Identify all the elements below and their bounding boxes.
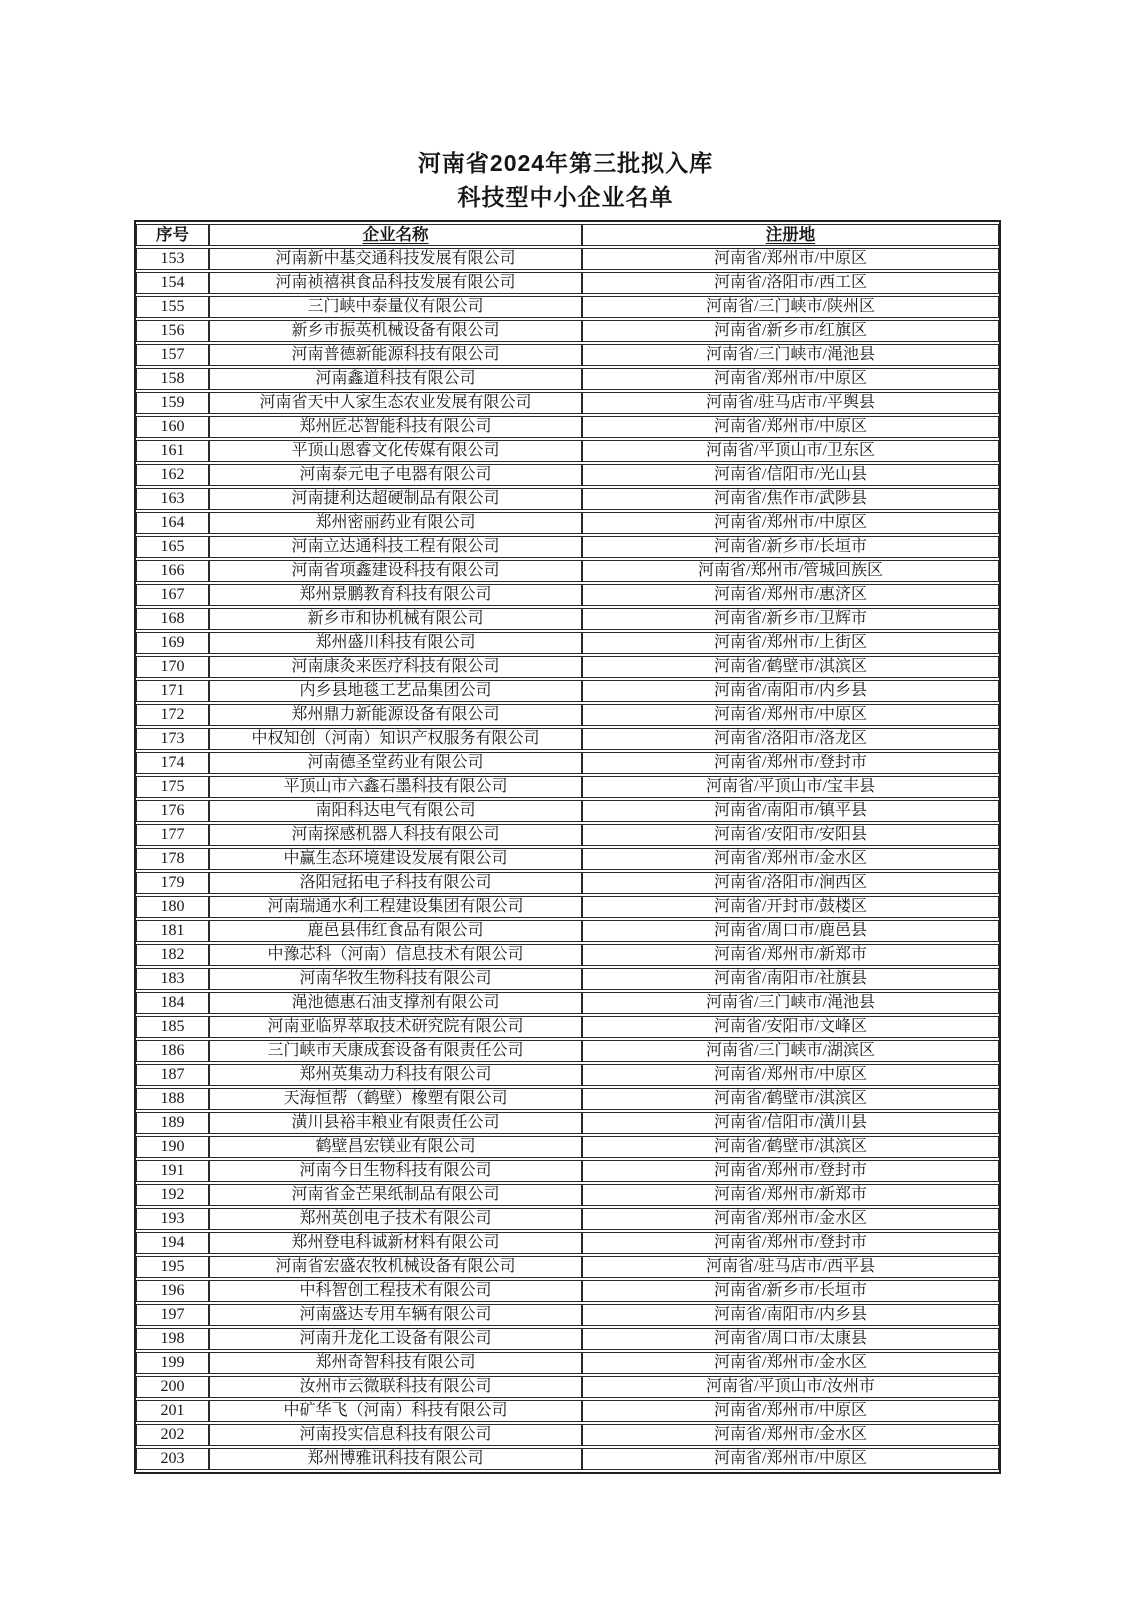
row-serial-number: 175 <box>136 776 209 798</box>
row-registration-location: 河南省/周口市/太康县 <box>582 1328 999 1350</box>
row-registration-location: 河南省/鹤壁市/淇滨区 <box>582 1136 999 1158</box>
row-company-name: 郑州密丽药业有限公司 <box>209 512 582 534</box>
table-row <box>136 1352 999 1374</box>
row-serial-number: 180 <box>136 896 209 918</box>
row-company-name: 河南省金芒果纸制品有限公司 <box>209 1184 582 1206</box>
row-serial-number: 174 <box>136 752 209 774</box>
row-company-name: 新乡市振英机械设备有限公司 <box>209 320 582 342</box>
row-company-name: 河南鑫道科技有限公司 <box>209 368 582 390</box>
row-registration-location: 河南省/洛阳市/洛龙区 <box>582 728 999 750</box>
row-registration-location: 河南省/新乡市/长垣市 <box>582 1280 999 1302</box>
row-company-name: 河南立达通科技工程有限公司 <box>209 536 582 558</box>
row-registration-location: 河南省/驻马店市/平舆县 <box>582 392 999 414</box>
table-row <box>136 560 999 582</box>
row-registration-location: 河南省/驻马店市/西平县 <box>582 1256 999 1278</box>
row-serial-number: 193 <box>136 1208 209 1230</box>
row-serial-number: 171 <box>136 680 209 702</box>
row-company-name: 郑州盛川科技有限公司 <box>209 632 582 654</box>
row-serial-number: 160 <box>136 416 209 438</box>
row-company-name: 三门峡市天康成套设备有限责任公司 <box>209 1040 582 1062</box>
row-registration-location: 河南省/新乡市/卫辉市 <box>582 608 999 630</box>
table-row <box>136 992 999 1014</box>
table-row <box>136 1160 999 1182</box>
row-registration-location: 河南省/郑州市/金水区 <box>582 1208 999 1230</box>
row-serial-number: 202 <box>136 1424 209 1446</box>
row-company-name: 河南亚临界萃取技术研究院有限公司 <box>209 1016 582 1038</box>
row-company-name: 河南省宏盛农牧机械设备有限公司 <box>209 1256 582 1278</box>
row-registration-location: 河南省/三门峡市/湖滨区 <box>582 1040 999 1062</box>
row-registration-location: 河南省/郑州市/中原区 <box>582 248 999 270</box>
row-company-name: 中科智创工程技术有限公司 <box>209 1280 582 1302</box>
row-serial-number: 189 <box>136 1112 209 1134</box>
row-company-name: 郑州博雅讯科技有限公司 <box>209 1448 582 1470</box>
table-row <box>136 1280 999 1302</box>
row-registration-location: 河南省/焦作市/武陟县 <box>582 488 999 510</box>
row-serial-number: 187 <box>136 1064 209 1086</box>
table-row <box>136 680 999 702</box>
row-company-name: 郑州景鹏教育科技有限公司 <box>209 584 582 606</box>
table-row <box>136 944 999 966</box>
table-row <box>136 1088 999 1110</box>
header-company-name <box>209 224 582 246</box>
row-serial-number: 190 <box>136 1136 209 1158</box>
table-row <box>136 1424 999 1446</box>
row-registration-location: 河南省/郑州市/中原区 <box>582 368 999 390</box>
row-company-name: 洛阳冠拓电子科技有限公司 <box>209 872 582 894</box>
header-registration-location-label: 注册地 <box>765 225 816 244</box>
table-row <box>136 776 999 798</box>
row-company-name: 中权知创（河南）知识产权服务有限公司 <box>209 728 582 750</box>
row-registration-location: 河南省/郑州市/新郑市 <box>582 944 999 966</box>
row-company-name: 天海恒帮（鹤壁）橡塑有限公司 <box>209 1088 582 1110</box>
table-row <box>136 464 999 486</box>
row-company-name: 郑州登电科诚新材料有限公司 <box>209 1232 582 1254</box>
row-company-name: 郑州匠芯智能科技有限公司 <box>209 416 582 438</box>
row-registration-location: 河南省/南阳市/内乡县 <box>582 680 999 702</box>
row-registration-location: 河南省/南阳市/社旗县 <box>582 968 999 990</box>
row-company-name: 河南省项鑫建设科技有限公司 <box>209 560 582 582</box>
row-registration-location: 河南省/郑州市/上街区 <box>582 632 999 654</box>
table-row <box>136 1232 999 1254</box>
row-registration-location: 河南省/郑州市/中原区 <box>582 1400 999 1422</box>
row-serial-number: 156 <box>136 320 209 342</box>
table-row <box>136 248 999 270</box>
table-row <box>136 968 999 990</box>
row-registration-location: 河南省/郑州市/金水区 <box>582 1352 999 1374</box>
row-company-name: 河南今日生物科技有限公司 <box>209 1160 582 1182</box>
table-row <box>136 488 999 510</box>
row-serial-number: 178 <box>136 848 209 870</box>
row-company-name: 郑州奇智科技有限公司 <box>209 1352 582 1374</box>
row-company-name: 潢川县裕丰粮业有限责任公司 <box>209 1112 582 1134</box>
row-serial-number: 201 <box>136 1400 209 1422</box>
row-serial-number: 158 <box>136 368 209 390</box>
row-serial-number: 179 <box>136 872 209 894</box>
row-company-name: 鹿邑县伟红食品有限公司 <box>209 920 582 942</box>
table-row <box>136 1328 999 1350</box>
table-row <box>136 440 999 462</box>
row-serial-number: 154 <box>136 272 209 294</box>
row-company-name: 新乡市和协机械有限公司 <box>209 608 582 630</box>
table-row <box>136 1304 999 1326</box>
document-title-line2: 科技型中小企业名单 <box>457 184 674 210</box>
table-row <box>136 920 999 942</box>
row-company-name: 河南升龙化工设备有限公司 <box>209 1328 582 1350</box>
row-serial-number: 162 <box>136 464 209 486</box>
company-table-header <box>136 224 999 246</box>
row-serial-number: 172 <box>136 704 209 726</box>
company-table-body <box>136 248 999 1470</box>
row-registration-location: 河南省/洛阳市/西工区 <box>582 272 999 294</box>
row-company-name: 平顶山市六鑫石墨科技有限公司 <box>209 776 582 798</box>
row-serial-number: 183 <box>136 968 209 990</box>
row-company-name: 内乡县地毯工艺品集团公司 <box>209 680 582 702</box>
row-registration-location: 河南省/新乡市/长垣市 <box>582 536 999 558</box>
row-registration-location: 河南省/郑州市/中原区 <box>582 512 999 534</box>
row-serial-number: 161 <box>136 440 209 462</box>
row-serial-number: 191 <box>136 1160 209 1182</box>
table-row <box>136 728 999 750</box>
row-company-name: 中赢生态环境建设发展有限公司 <box>209 848 582 870</box>
row-registration-location: 河南省/三门峡市/渑池县 <box>582 344 999 366</box>
row-serial-number: 159 <box>136 392 209 414</box>
table-row <box>136 896 999 918</box>
row-registration-location: 河南省/郑州市/金水区 <box>582 1424 999 1446</box>
table-row <box>136 1064 999 1086</box>
row-registration-location: 河南省/平顶山市/汝州市 <box>582 1376 999 1398</box>
row-company-name: 郑州鼎力新能源设备有限公司 <box>209 704 582 726</box>
row-serial-number: 186 <box>136 1040 209 1062</box>
row-registration-location: 河南省/郑州市/新郑市 <box>582 1184 999 1206</box>
row-registration-location: 河南省/新乡市/红旗区 <box>582 320 999 342</box>
company-table <box>134 220 1001 1474</box>
row-registration-location: 河南省/南阳市/内乡县 <box>582 1304 999 1326</box>
header-serial-number <box>136 224 209 246</box>
row-registration-location: 河南省/周口市/鹿邑县 <box>582 920 999 942</box>
row-serial-number: 165 <box>136 536 209 558</box>
row-company-name: 中豫芯科（河南）信息技术有限公司 <box>209 944 582 966</box>
table-row <box>136 800 999 822</box>
row-serial-number: 155 <box>136 296 209 318</box>
table-row <box>136 1208 999 1230</box>
row-serial-number: 173 <box>136 728 209 750</box>
table-row <box>136 392 999 414</box>
row-serial-number: 157 <box>136 344 209 366</box>
table-row <box>136 320 999 342</box>
row-serial-number: 167 <box>136 584 209 606</box>
row-serial-number: 188 <box>136 1088 209 1110</box>
row-company-name: 三门峡中泰量仪有限公司 <box>209 296 582 318</box>
table-row <box>136 872 999 894</box>
table-row <box>136 1016 999 1038</box>
table-row <box>136 1136 999 1158</box>
row-serial-number: 198 <box>136 1328 209 1350</box>
document-title <box>0 0 1131 214</box>
row-company-name: 河南盛达专用车辆有限公司 <box>209 1304 582 1326</box>
row-registration-location: 河南省/鹤壁市/淇滨区 <box>582 656 999 678</box>
table-row <box>136 1184 999 1206</box>
row-company-name: 河南普德新能源科技有限公司 <box>209 344 582 366</box>
row-serial-number: 163 <box>136 488 209 510</box>
row-registration-location: 河南省/郑州市/中原区 <box>582 1064 999 1086</box>
row-serial-number: 200 <box>136 1376 209 1398</box>
row-serial-number: 184 <box>136 992 209 1014</box>
table-row <box>136 272 999 294</box>
row-serial-number: 164 <box>136 512 209 534</box>
row-registration-location: 河南省/郑州市/登封市 <box>582 752 999 774</box>
row-registration-location: 河南省/郑州市/管城回族区 <box>582 560 999 582</box>
row-company-name: 河南省天中人家生态农业发展有限公司 <box>209 392 582 414</box>
row-serial-number: 153 <box>136 248 209 270</box>
row-registration-location: 河南省/安阳市/文峰区 <box>582 1016 999 1038</box>
row-registration-location: 河南省/郑州市/金水区 <box>582 848 999 870</box>
row-company-name: 河南捷利达超硬制品有限公司 <box>209 488 582 510</box>
row-company-name: 汝州市云微联科技有限公司 <box>209 1376 582 1398</box>
row-company-name: 郑州英集动力科技有限公司 <box>209 1064 582 1086</box>
row-registration-location: 河南省/三门峡市/渑池县 <box>582 992 999 1014</box>
row-registration-location: 河南省/开封市/鼓楼区 <box>582 896 999 918</box>
row-registration-location: 河南省/三门峡市/陕州区 <box>582 296 999 318</box>
table-row <box>136 704 999 726</box>
table-row <box>136 296 999 318</box>
table-row <box>136 752 999 774</box>
row-serial-number: 195 <box>136 1256 209 1278</box>
row-company-name: 渑池德惠石油支撑剂有限公司 <box>209 992 582 1014</box>
document-title-line1: 河南省2024年第三批拟入库 <box>417 150 714 176</box>
table-row <box>136 632 999 654</box>
row-serial-number: 194 <box>136 1232 209 1254</box>
row-company-name: 河南新中基交通科技发展有限公司 <box>209 248 582 270</box>
table-row <box>136 1040 999 1062</box>
table-row <box>136 1112 999 1134</box>
row-registration-location: 河南省/郑州市/中原区 <box>582 416 999 438</box>
row-registration-location: 河南省/郑州市/登封市 <box>582 1160 999 1182</box>
row-registration-location: 河南省/郑州市/登封市 <box>582 1232 999 1254</box>
table-row <box>136 1256 999 1278</box>
table-row <box>136 848 999 870</box>
row-serial-number: 169 <box>136 632 209 654</box>
table-row <box>136 1376 999 1398</box>
table-row <box>136 416 999 438</box>
row-company-name: 郑州英创电子技术有限公司 <box>209 1208 582 1230</box>
row-registration-location: 河南省/平顶山市/宝丰县 <box>582 776 999 798</box>
row-registration-location: 河南省/鹤壁市/淇滨区 <box>582 1088 999 1110</box>
row-serial-number: 182 <box>136 944 209 966</box>
row-registration-location: 河南省/信阳市/光山县 <box>582 464 999 486</box>
row-serial-number: 196 <box>136 1280 209 1302</box>
row-company-name: 河南投实信息科技有限公司 <box>209 1424 582 1446</box>
row-company-name: 鹤壁昌宏镁业有限公司 <box>209 1136 582 1158</box>
header-registration-location <box>582 224 999 246</box>
row-registration-location: 河南省/郑州市/中原区 <box>582 704 999 726</box>
row-registration-location: 河南省/平顶山市/卫东区 <box>582 440 999 462</box>
row-registration-location: 河南省/安阳市/安阳县 <box>582 824 999 846</box>
row-serial-number: 197 <box>136 1304 209 1326</box>
table-row <box>136 656 999 678</box>
header-row <box>136 224 999 246</box>
row-registration-location: 河南省/郑州市/中原区 <box>582 1448 999 1470</box>
row-serial-number: 192 <box>136 1184 209 1206</box>
row-serial-number: 168 <box>136 608 209 630</box>
row-serial-number: 176 <box>136 800 209 822</box>
row-serial-number: 185 <box>136 1016 209 1038</box>
row-company-name: 河南祯禧祺食品科技发展有限公司 <box>209 272 582 294</box>
header-serial-number-label: 序号 <box>156 225 189 244</box>
row-serial-number: 166 <box>136 560 209 582</box>
row-registration-location: 河南省/洛阳市/涧西区 <box>582 872 999 894</box>
row-registration-location: 河南省/信阳市/潢川县 <box>582 1112 999 1134</box>
row-serial-number: 199 <box>136 1352 209 1374</box>
row-registration-location: 河南省/郑州市/惠济区 <box>582 584 999 606</box>
table-row <box>136 608 999 630</box>
table-row <box>136 824 999 846</box>
row-company-name: 河南泰元电子电器有限公司 <box>209 464 582 486</box>
row-company-name: 平顶山恩睿文化传媒有限公司 <box>209 440 582 462</box>
table-row <box>136 1400 999 1422</box>
header-company-name-label: 企业名称 <box>362 225 429 244</box>
row-company-name: 河南华牧生物科技有限公司 <box>209 968 582 990</box>
row-serial-number: 170 <box>136 656 209 678</box>
table-row <box>136 368 999 390</box>
row-company-name: 南阳科达电气有限公司 <box>209 800 582 822</box>
table-row <box>136 536 999 558</box>
row-company-name: 河南德圣堂药业有限公司 <box>209 752 582 774</box>
row-serial-number: 181 <box>136 920 209 942</box>
row-company-name: 河南康灸来医疗科技有限公司 <box>209 656 582 678</box>
row-registration-location: 河南省/南阳市/镇平县 <box>582 800 999 822</box>
row-serial-number: 203 <box>136 1448 209 1470</box>
table-row <box>136 512 999 534</box>
row-company-name: 河南探感机器人科技有限公司 <box>209 824 582 846</box>
table-row <box>136 584 999 606</box>
table-row <box>136 1448 999 1470</box>
row-serial-number: 177 <box>136 824 209 846</box>
table-row <box>136 344 999 366</box>
row-company-name: 河南瑞通水利工程建设集团有限公司 <box>209 896 582 918</box>
row-company-name: 中矿华飞（河南）科技有限公司 <box>209 1400 582 1422</box>
